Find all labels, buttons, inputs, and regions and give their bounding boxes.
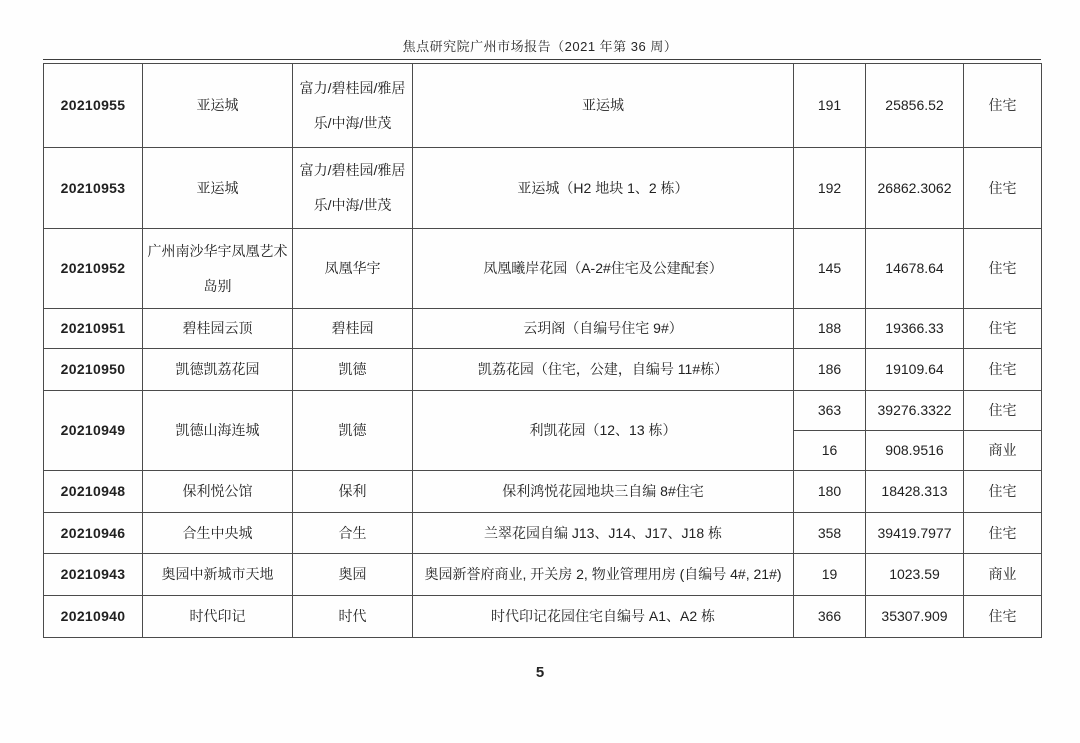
permit-number-cell: 20210950 xyxy=(44,349,143,391)
units-count-cell: 19 xyxy=(794,554,866,596)
presale-building-cell: 奥园新誉府商业, 开关房 2, 物业管理用房 (自编号 4#, 21#) xyxy=(413,554,794,596)
presale-building-cell: 利凯花园（12、13 栋） xyxy=(413,391,794,471)
header-divider xyxy=(43,59,1041,60)
permit-number-cell: 20210955 xyxy=(44,64,143,148)
table-row xyxy=(44,229,1042,309)
presale-building-cell: 亚运城（H2 地块 1、2 栋） xyxy=(413,148,794,229)
report-header-title: 焦点研究院广州市场报告（2021 年第 36 周） xyxy=(402,39,678,54)
property-type-cell: 住宅 xyxy=(964,309,1042,349)
table-row xyxy=(44,148,1042,229)
presale-building-cell: 凯荔花园（住宅，公建，自编号 11#栋） xyxy=(413,349,794,391)
project-name-cell: 亚运城 xyxy=(143,64,293,148)
permit-number-cell: 20210940 xyxy=(44,596,143,638)
units-count-cell: 188 xyxy=(794,309,866,349)
project-name-cell: 合生中央城 xyxy=(143,513,293,554)
permit-number-cell: 20210951 xyxy=(44,309,143,349)
area-cell: 39419.7977 xyxy=(866,513,964,554)
developer-cell: 凯德 xyxy=(293,391,413,471)
area-cell: 19109.64 xyxy=(866,349,964,391)
area-cell: 14678.64 xyxy=(866,229,964,309)
project-name-cell: 保利悦公馆 xyxy=(143,471,293,513)
property-type-cell: 住宅 xyxy=(964,391,1042,431)
units-count-cell: 16 xyxy=(794,431,866,471)
permit-number-cell: 20210948 xyxy=(44,471,143,513)
project-name-cell: 碧桂园云顶 xyxy=(143,309,293,349)
property-type-cell: 住宅 xyxy=(964,596,1042,638)
permit-number-cell: 20210943 xyxy=(44,554,143,596)
table-row xyxy=(44,391,1042,431)
area-cell: 908.9516 xyxy=(866,431,964,471)
property-type-cell: 住宅 xyxy=(964,148,1042,229)
project-name-cell: 凯德山海连城 xyxy=(143,391,293,471)
presale-permits-table xyxy=(43,63,1042,638)
permit-number-cell: 20210946 xyxy=(44,513,143,554)
presale-building-cell: 兰翠花园自编 J13、J14、J17、J18 栋 xyxy=(413,513,794,554)
units-count-cell: 192 xyxy=(794,148,866,229)
units-count-cell: 191 xyxy=(794,64,866,148)
presale-building-cell: 亚运城 xyxy=(413,64,794,148)
presale-building-cell: 时代印记花园住宅自编号 A1、A2 栋 xyxy=(413,596,794,638)
table-row xyxy=(44,513,1042,554)
table-row xyxy=(44,471,1042,513)
area-cell: 1023.59 xyxy=(866,554,964,596)
presale-building-cell: 保利鸿悦花园地块三自编 8#住宅 xyxy=(413,471,794,513)
developer-cell: 凤凰华宇 xyxy=(293,229,413,309)
area-cell: 35307.909 xyxy=(866,596,964,638)
project-name-cell: 广州南沙华宇凤凰艺术岛别 xyxy=(143,229,293,309)
developer-cell: 富力/碧桂园/雅居乐/中海/世茂 xyxy=(293,148,413,229)
area-cell: 39276.3322 xyxy=(866,391,964,431)
project-name-cell: 亚运城 xyxy=(143,148,293,229)
units-count-cell: 180 xyxy=(794,471,866,513)
permit-number-cell: 20210949 xyxy=(44,391,143,471)
project-name-cell: 凯德凯荔花园 xyxy=(143,349,293,391)
permit-number-cell: 20210952 xyxy=(44,229,143,309)
table-row xyxy=(44,64,1042,148)
project-name-cell: 奥园中新城市天地 xyxy=(143,554,293,596)
property-type-cell: 住宅 xyxy=(964,471,1042,513)
units-count-cell: 358 xyxy=(794,513,866,554)
developer-cell: 富力/碧桂园/雅居乐/中海/世茂 xyxy=(293,64,413,148)
presale-building-cell: 凤凰曦岸花园（A-2#住宅及公建配套） xyxy=(413,229,794,309)
property-type-cell: 商业 xyxy=(964,554,1042,596)
table-row xyxy=(44,596,1042,638)
units-count-cell: 366 xyxy=(794,596,866,638)
table-row xyxy=(44,554,1042,596)
property-type-cell: 住宅 xyxy=(964,229,1042,309)
developer-cell: 保利 xyxy=(293,471,413,513)
area-cell: 26862.3062 xyxy=(866,148,964,229)
property-type-cell: 商业 xyxy=(964,431,1042,471)
developer-cell: 合生 xyxy=(293,513,413,554)
presale-building-cell: 云玥阁（自编号住宅 9#） xyxy=(413,309,794,349)
area-cell: 25856.52 xyxy=(866,64,964,148)
table-row xyxy=(44,349,1042,391)
table-row xyxy=(44,309,1042,349)
developer-cell: 凯德 xyxy=(293,349,413,391)
developer-cell: 时代 xyxy=(293,596,413,638)
project-name-cell: 时代印记 xyxy=(143,596,293,638)
property-type-cell: 住宅 xyxy=(964,64,1042,148)
permit-number-cell: 20210953 xyxy=(44,148,143,229)
units-count-cell: 363 xyxy=(794,391,866,431)
area-cell: 19366.33 xyxy=(866,309,964,349)
units-count-cell: 186 xyxy=(794,349,866,391)
property-type-cell: 住宅 xyxy=(964,513,1042,554)
page-number: 5 xyxy=(535,664,545,681)
developer-cell: 碧桂园 xyxy=(293,309,413,349)
area-cell: 18428.313 xyxy=(866,471,964,513)
property-type-cell: 住宅 xyxy=(964,349,1042,391)
units-count-cell: 145 xyxy=(794,229,866,309)
developer-cell: 奥园 xyxy=(293,554,413,596)
